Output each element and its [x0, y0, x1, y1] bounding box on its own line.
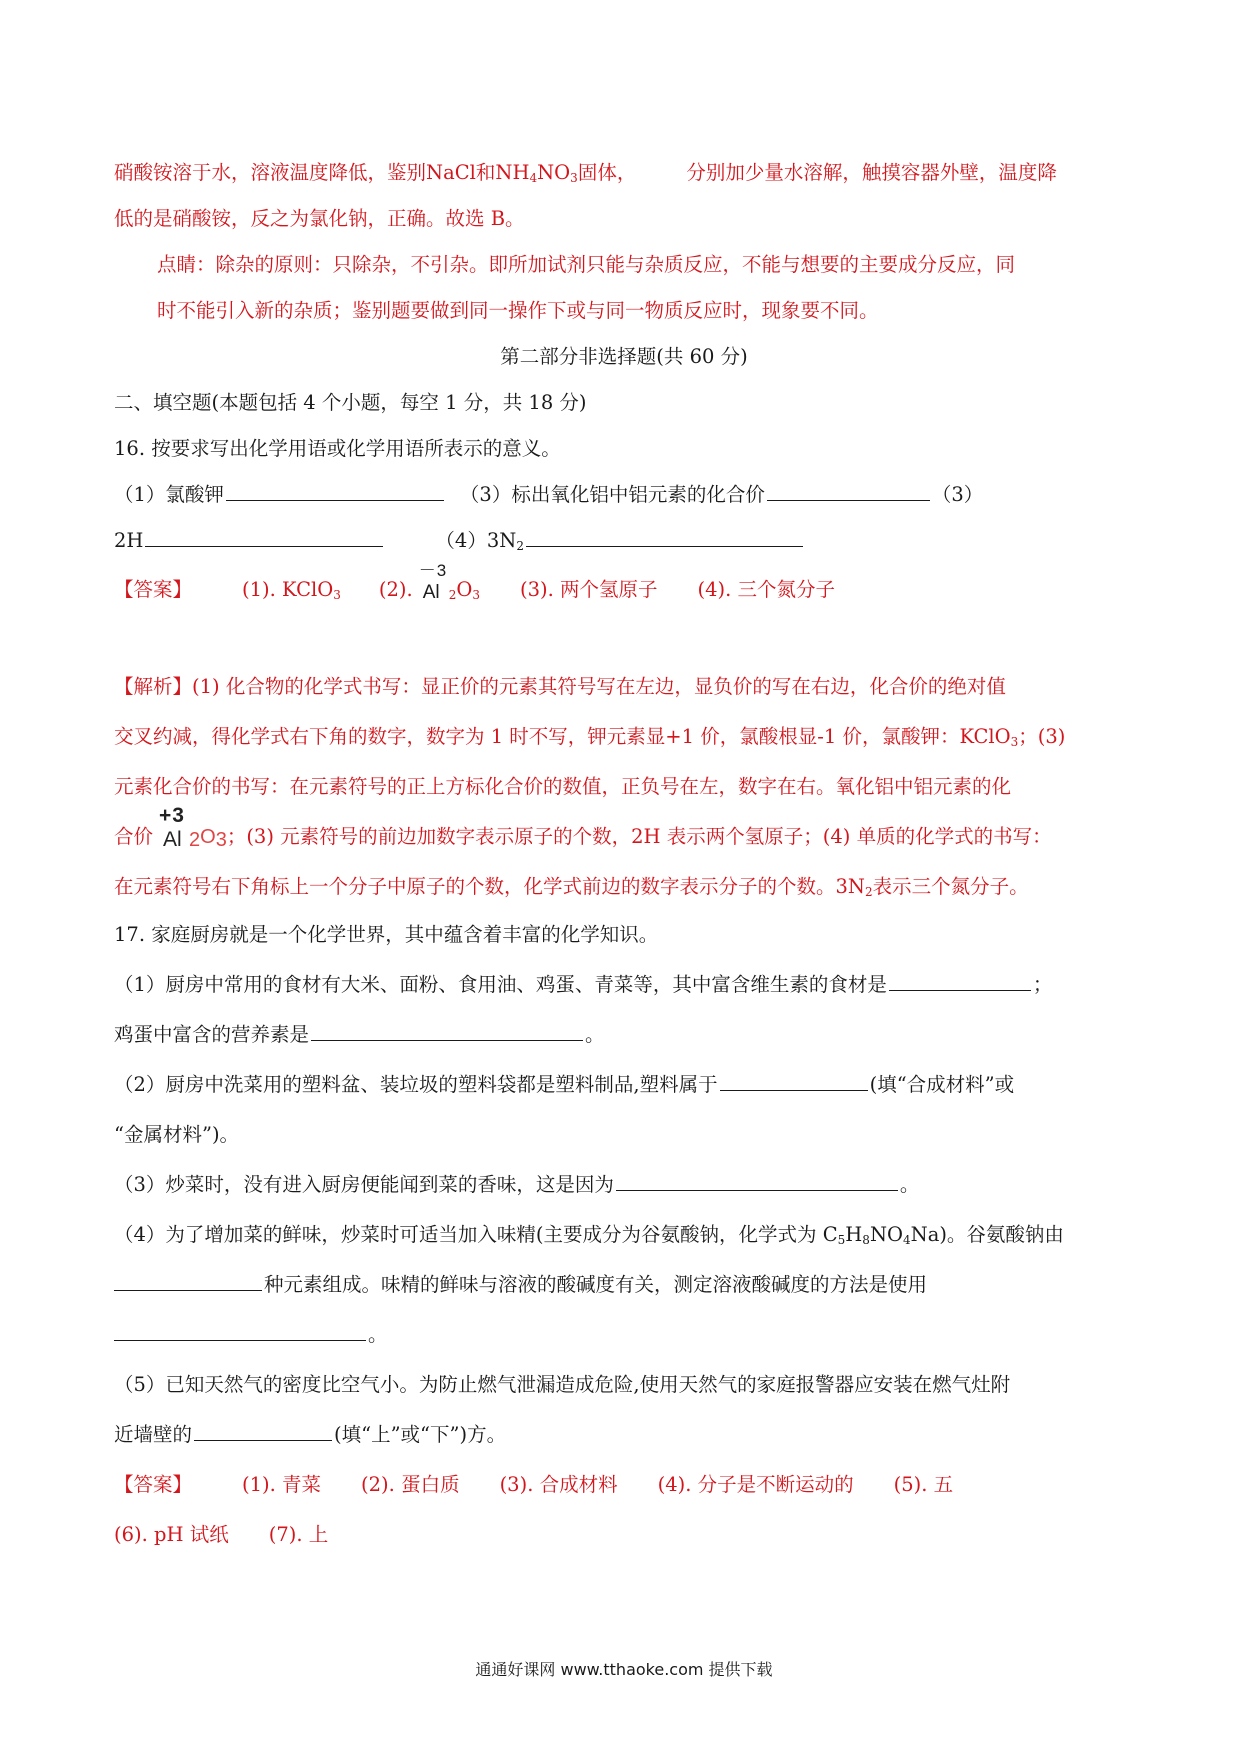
formula-part: NO: [537, 161, 571, 184]
explanation-line: [114, 158, 1134, 188]
subscript: 4: [903, 1233, 911, 1247]
answer-item: (3). 两个氢原子: [519, 578, 658, 601]
subscript: 3: [333, 588, 341, 602]
answer-blank[interactable]: [720, 1070, 868, 1091]
tip-line: 时不能引入新的杂质；鉴别题要做到同一操作下或与同一物质反应时，现象要不同。: [157, 299, 879, 322]
text: 表示三个氮分子。: [872, 875, 1029, 898]
formula-part: O: [200, 826, 216, 848]
part-label: （1）氯酸钾: [114, 483, 224, 506]
answer-item: (2). 蛋白质: [361, 1473, 460, 1496]
text: (填“上”或“下”)方。: [334, 1423, 507, 1446]
text: (1) 化合物的化学式书写：显正价的元素其符号写在左边，显负价的写在右边，化合价的绝对值: [192, 675, 1006, 698]
answer-blank[interactable]: [226, 480, 444, 501]
answer-blank[interactable]: [114, 1320, 366, 1341]
text: 。: [368, 1323, 388, 1346]
element-symbol: Al: [422, 582, 440, 603]
valence-notation: [417, 561, 448, 605]
text: (填“合成材料”或: [869, 1073, 1015, 1096]
question-16-parts: [114, 480, 1134, 510]
question-16-answer: [114, 561, 1134, 605]
answer-blank[interactable]: [145, 526, 383, 547]
question-17-part-4: [114, 1220, 1134, 1250]
explanation-line: 低的是硝酸铵，反之为氯化钠，正确。故选 B。: [114, 207, 525, 230]
text: 近墙壁的: [114, 1423, 193, 1446]
formula-part: O: [456, 578, 473, 601]
explanation-line: [114, 672, 1134, 702]
valence-value: +3: [159, 804, 185, 827]
answer-item: (1). KClO: [242, 578, 334, 601]
answer-item: (3). 合成材料: [499, 1473, 618, 1496]
formula-nacl: NaCl: [426, 161, 476, 184]
question-17-part-1: [114, 970, 1134, 1000]
question-17-part-2: “金属材料”)。: [114, 1123, 240, 1146]
valence-value: －3: [418, 561, 448, 580]
explanation-line: [114, 872, 1134, 902]
text: （1）厨房中常用的食材有大米、面粉、食用油、鸡蛋、青菜等，其中富含维生素的食材是: [114, 973, 887, 996]
text: 硝酸铵溶于水，溶液温度降低，鉴别: [114, 161, 427, 184]
text: 。: [899, 1173, 920, 1196]
answer-item: (1). 青菜: [242, 1473, 322, 1496]
answer-blank[interactable]: [311, 1020, 583, 1041]
text: 合价: [114, 825, 154, 848]
question-17-answer: [114, 1520, 1134, 1550]
question-17-answer: [114, 1470, 1134, 1500]
subscript: 2: [448, 588, 457, 602]
text: 固体，: [577, 161, 637, 184]
subscript: 3: [472, 588, 480, 602]
part-heading: 二、填空题(本题包括 4 个小题，每空 1 分，共 18 分): [114, 391, 587, 414]
valence-notation: [157, 804, 187, 852]
formula-part: H: [845, 1223, 863, 1246]
explanation-tag: 【解析】: [114, 675, 193, 698]
answer-item: (5). 五: [893, 1473, 954, 1496]
text: （3）炒菜时，没有进入厨房便能闻到菜的香味，这是因为: [114, 1173, 614, 1196]
part-label: （4）3N: [435, 529, 517, 552]
part-label: （3）: [931, 483, 984, 506]
explanation-line: 元素化合价的书写：在元素符号的正上方标化合价的数值，正负号在左，数字在右。氧化铝中铝元素的化: [114, 775, 1012, 798]
text: ；: [1032, 973, 1053, 996]
text: ；(3) 元素符号的前边加数字表示原子的个数，2H 表示两个氢原子；(4) 单质的化学式的书写：: [226, 825, 1052, 848]
question-17-part-5: [114, 1420, 1134, 1450]
text: ；(3): [1018, 725, 1066, 748]
part-label: （3）标出氧化铝中铝元素的化合价: [459, 483, 765, 506]
explanation-line: [114, 722, 1134, 752]
subscript: 3: [570, 171, 578, 185]
question-16-stem: 16. 按要求写出化学用语或化学用语所表示的意义。: [114, 437, 561, 460]
question-17-part-4: [114, 1270, 1134, 1300]
answer-blank[interactable]: [526, 526, 803, 547]
tip-line: 点睛：除杂的原则：只除杂，不引杂。即所加试剂只能与杂质反应，不能与想要的主要成分反应，同: [157, 253, 1016, 276]
subscript: 5: [837, 1233, 846, 1247]
text: （4）为了增加菜的鲜味，炒菜时可适当加入味精(主要成分为谷氨酸钠，化学式为 C: [114, 1223, 838, 1246]
subscript: 4: [529, 171, 538, 185]
subscript: 2: [516, 539, 524, 553]
answer-blank[interactable]: [889, 970, 1031, 991]
answer-item: (4). 三个氮分子: [697, 578, 836, 601]
question-17-part-2: [114, 1070, 1134, 1100]
subscript: 3: [1010, 735, 1019, 749]
answer-tag: 【答案】: [114, 1473, 193, 1496]
text: 交叉约减，得化学式右下角的数字，数字为 1 时不写，钾元素显+1 价，氯酸根显-1 价，氯酸钾：KClO: [114, 725, 1011, 748]
part-label: 2H: [114, 529, 144, 552]
answer-blank[interactable]: [616, 1170, 898, 1191]
question-17-part-4: [114, 1320, 1134, 1350]
answer-item: (2).: [378, 578, 413, 601]
text: 在元素符号右下角标上一个分子中原子的个数，化学式前边的数字表示分子的个数。3N: [114, 875, 865, 898]
question-17-stem: 17. 家庭厨房就是一个化学世界，其中蕴含着丰富的化学知识。: [114, 923, 659, 946]
answer-item: (4). 分子是不断运动的: [657, 1473, 854, 1496]
text: 和: [475, 161, 496, 184]
question-17-part-3: [114, 1170, 1134, 1200]
question-17-part-1: [114, 1020, 1134, 1050]
answer-item: (7). 上: [268, 1523, 329, 1546]
subscript: 8: [862, 1233, 870, 1247]
text: 。: [585, 1023, 605, 1046]
formula-part: NH: [495, 161, 530, 184]
page-footer: 通通好课网 www.tthaoke.com 提供下载: [475, 1660, 773, 1679]
answer-item: (6). pH 试纸: [114, 1523, 229, 1546]
text: Na)。谷氨酸钠由: [910, 1223, 1064, 1246]
explanation-line: [114, 804, 1134, 852]
subscript: 2: [864, 885, 873, 899]
answer-blank[interactable]: [767, 480, 930, 501]
text: 鸡蛋中富含的营养素是: [114, 1023, 310, 1046]
question-16-parts: [114, 526, 1134, 556]
answer-blank[interactable]: [194, 1420, 332, 1441]
formula-part: NO: [869, 1223, 903, 1246]
text: （2）厨房中洗菜用的塑料盆、装垃圾的塑料袋都是塑料制品,塑料属于: [114, 1073, 718, 1096]
question-17-part-5: （5）已知天然气的密度比空气小。为防止燃气泄漏造成危险,使用天然气的家庭报警器应安装在燃气灶附: [114, 1373, 1011, 1396]
text: 种元素组成。味精的鲜味与溶液的酸碱度有关，测定溶液酸碱度的方法是使用: [264, 1273, 928, 1296]
answer-blank[interactable]: [114, 1270, 262, 1291]
element-symbol: Al: [163, 828, 182, 851]
subscript: 3: [215, 829, 227, 851]
text: 分别加少量水溶解，触摸容器外壁，温度降: [686, 161, 1057, 184]
answer-tag: 【答案】: [114, 578, 193, 601]
subscript: 2: [189, 829, 201, 851]
section-title: 第二部分非选择题(共 60 分): [500, 345, 748, 368]
